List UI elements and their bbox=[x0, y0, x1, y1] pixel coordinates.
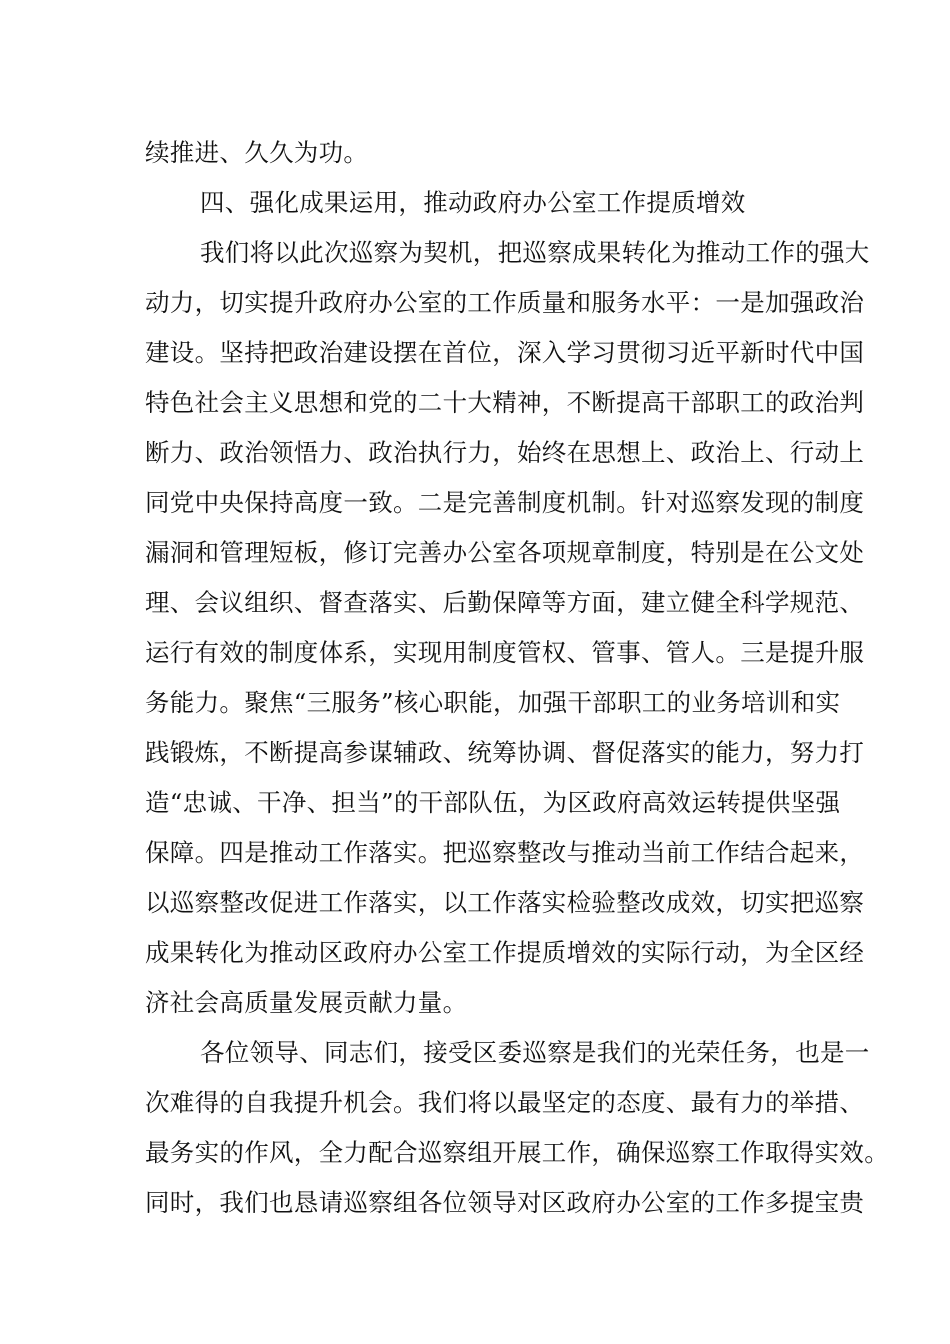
text-line-11: 运行有效的制度体系，实现用制度管权、管事、管人。三是提升服 bbox=[145, 638, 865, 667]
text-line-18: 济社会高质量发展贡献力量。 bbox=[145, 988, 468, 1017]
section-heading-4: 四、强化成果运用，推动政府办公室工作提质增效 bbox=[200, 188, 746, 217]
text-line-5: 建设。坚持把政治建设摆在首位，深入学习贯彻习近平新时代中国 bbox=[145, 338, 865, 367]
text-line-17: 成果转化为推动区政府办公室工作提质增效的实际行动，为全区经 bbox=[145, 938, 865, 967]
text-line-22: 同时，我们也恳请巡察组各位领导对区政府办公室的工作多提宝贵 bbox=[145, 1188, 865, 1217]
text-line-7: 断力、政治领悟力、政治执行力，始终在思想上、政治上、行动上 bbox=[145, 438, 865, 467]
text-line-19: 各位领导、同志们，接受区委巡察是我们的光荣任务，也是一 bbox=[200, 1038, 870, 1067]
text-line-10: 理、会议组织、督查落实、后勤保障等方面，建立健全科学规范、 bbox=[145, 588, 865, 617]
text-line-4: 动力，切实提升政府办公室的工作质量和服务水平：一是加强政治 bbox=[145, 288, 865, 317]
text-line-1: 续推进、久久为功。 bbox=[145, 138, 369, 167]
text-line-9: 漏洞和管理短板，修订完善办公室各项规章制度，特别是在公文处 bbox=[145, 538, 865, 567]
text-line-20: 次难得的自我提升机会。我们将以最坚定的态度、最有力的举措、 bbox=[145, 1088, 865, 1117]
text-line-8: 同党中央保持高度一致。二是完善制度机制。针对巡察发现的制度 bbox=[145, 488, 865, 517]
text-line-6: 特色社会主义思想和党的二十大精神，不断提高干部职工的政治判 bbox=[145, 388, 865, 417]
text-line-21: 最务实的作风，全力配合巡察组开展工作，确保巡察工作取得实效。 bbox=[145, 1138, 889, 1167]
text-line-14: 造“忠诚、干净、担当”的干部队伍，为区政府高效运转提供坚强 bbox=[145, 788, 841, 817]
text-line-16: 以巡察整改促进工作落实，以工作落实检验整改成效，切实把巡察 bbox=[145, 888, 865, 917]
text-line-13: 践锻炼，不断提高参谋辅政、统筹协调、督促落实的能力，努力打 bbox=[145, 738, 865, 767]
text-line-12: 务能力。聚焦“三服务”核心职能，加强干部职工的业务培训和实 bbox=[145, 688, 841, 717]
text-line-3: 我们将以此次巡察为契机，把巡察成果转化为推动工作的强大 bbox=[200, 238, 870, 267]
text-line-15: 保障。四是推动工作落实。把巡察整改与推动当前工作结合起来， bbox=[145, 838, 865, 867]
